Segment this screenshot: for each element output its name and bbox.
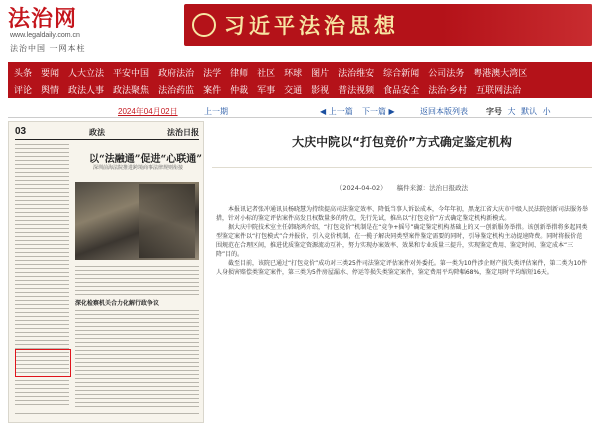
article-source: 稿件来源：法治日报政法 <box>396 184 469 192</box>
font-size-default[interactable]: 默认 <box>521 107 538 116</box>
nav-item[interactable]: 综合新闻 <box>383 68 420 79</box>
next-article-link[interactable]: 下一篇 ▶ <box>362 107 395 116</box>
nav-item[interactable]: 军事 <box>257 85 276 96</box>
nav-item[interactable]: 互联网法治 <box>476 85 522 96</box>
nav-item[interactable]: 头条 <box>14 68 33 79</box>
edition-toolbar <box>8 104 592 118</box>
nav-item[interactable]: 律师 <box>230 68 249 79</box>
nav-row-1 <box>14 63 536 81</box>
prev-edition-link[interactable]: 上一期 <box>204 107 228 116</box>
nav-item[interactable]: 粤港澳大湾区 <box>473 68 528 79</box>
article-body <box>216 205 588 277</box>
main-nav <box>8 62 592 98</box>
nav-item[interactable]: 图片 <box>311 68 330 79</box>
font-size-label: 字号 <box>486 107 502 116</box>
paper-page-number: 03 <box>15 126 27 137</box>
article-meta <box>212 183 592 192</box>
paper-footer-rule <box>15 413 199 414</box>
nav-item[interactable]: 评论 <box>14 85 33 96</box>
edition-date-link[interactable]: 2024年04月02日 <box>118 107 178 116</box>
paper-masthead <box>15 126 199 140</box>
nav-item[interactable]: 普法视频 <box>338 85 375 96</box>
paper-headline: 以“法融通”促进“心联通” <box>89 154 203 165</box>
nav-item[interactable]: 要闻 <box>41 68 60 79</box>
nav-item[interactable]: 仲裁 <box>230 85 249 96</box>
nav-item[interactable]: 法学 <box>203 68 222 79</box>
header-banner[interactable] <box>184 4 592 46</box>
article-paragraph: 据大庆中院技术室主任韩晓鸿介绍，“打包竞价”机制是在“竞争+摇号”确定鉴定机构基础上的又一创新服务举措。该创新举措将多起同类型鉴定案件以“打包模式”合并报价，引入竞价机制，在一揽子解决同类型案件鉴定需要的同时，引导鉴定机构主动提速降费。同时将报价范围规范在合理区间，推进优质鉴定资源流动互补，努力实现办案效率、效果和专业质量三提升，实现鉴定费用、鉴定时间、鉴定成本“三降”目的。 <box>216 224 588 258</box>
nav-item[interactable]: 法治·乡村 <box>428 85 468 96</box>
paper-subhead: 深圳前海法院推进跨境商事法律规则衔接 <box>93 165 184 171</box>
nav-item[interactable]: 法治维安 <box>338 68 375 79</box>
font-size-control <box>486 106 551 117</box>
banner-title: 习近平法治思想 <box>224 13 399 38</box>
font-size-large[interactable]: 大 <box>507 107 516 116</box>
site-header <box>0 0 600 60</box>
logo-url: www.legaldaily.com.cn <box>10 32 80 39</box>
nav-item[interactable]: 政法人事 <box>68 85 105 96</box>
font-size-small[interactable]: 小 <box>542 107 551 116</box>
nav-item[interactable]: 法治药监 <box>158 85 195 96</box>
back-to-list-link[interactable]: 返回本版列表 <box>420 107 468 116</box>
nav-item[interactable]: 政法聚焦 <box>113 85 150 96</box>
nav-item[interactable]: 影视 <box>311 85 330 96</box>
article-panel <box>212 121 592 423</box>
article-title: 大庆中院以“打包竞价”方式确定鉴定机构 <box>292 135 512 149</box>
nav-item[interactable]: 案件 <box>203 85 222 96</box>
paper-column-lower <box>75 310 199 410</box>
nav-item[interactable]: 环球 <box>284 68 303 79</box>
logo-text: 法治网 <box>8 6 78 32</box>
paper-brand: 法治日报 <box>167 128 199 137</box>
nav-item[interactable]: 交通 <box>284 85 303 96</box>
article-date: （2024-04-02） <box>335 184 387 192</box>
nav-item[interactable]: 舆情 <box>41 85 60 96</box>
site-logo[interactable] <box>8 6 158 54</box>
nav-item[interactable]: 社区 <box>257 68 276 79</box>
nav-item[interactable]: 政府法治 <box>158 68 195 79</box>
prev-article-link[interactable]: ◀ 上一篇 <box>320 107 353 116</box>
paper-photo-secondary <box>139 184 195 258</box>
banner-decoration <box>442 4 592 46</box>
newspaper-page-thumbnail[interactable] <box>8 121 204 423</box>
paper-headline-secondary: 深化检察机关合力化解行政争议 <box>75 300 160 307</box>
nav-item[interactable]: 平安中国 <box>113 68 150 79</box>
nav-item[interactable]: 人大立法 <box>68 68 105 79</box>
selected-article-highlight[interactable] <box>15 349 71 377</box>
article-divider <box>212 167 592 168</box>
nav-item[interactable]: 公司法务 <box>428 68 465 79</box>
emblem-icon <box>192 13 216 37</box>
nav-row-2 <box>14 80 530 98</box>
paper-column-mid-lower <box>75 266 199 298</box>
article-paragraph: 本报讯记者张冲通讯员杨晓慧为持续提高司法鉴定效率、降低当事人诉讼成本，今年年初，黑龙江省大庆市中级人民法院创新司法服务举措，针对小标的鉴定评估案件高发且权数量多的特点，先行先试，推出以“打包竞价”方式确定鉴定机构新模式。 <box>216 206 589 222</box>
logo-slogan: 法治中国 一网本柱 <box>10 44 86 53</box>
article-paragraph: 截至目前，该院已通过“打包竞价”成功对三类25件司法鉴定评估案件对外委托。第一类为10件涉企财产损失类评估案件，第二类为10件人身损害赔偿类鉴定案件，第三类为5件房屋漏水、停运等损失类鉴定案件，鉴定费用平均降幅68%，鉴定用时平均缩短16天。 <box>216 260 588 276</box>
paper-section: 政法 <box>89 128 105 137</box>
nav-item[interactable]: 食品安全 <box>383 85 420 96</box>
